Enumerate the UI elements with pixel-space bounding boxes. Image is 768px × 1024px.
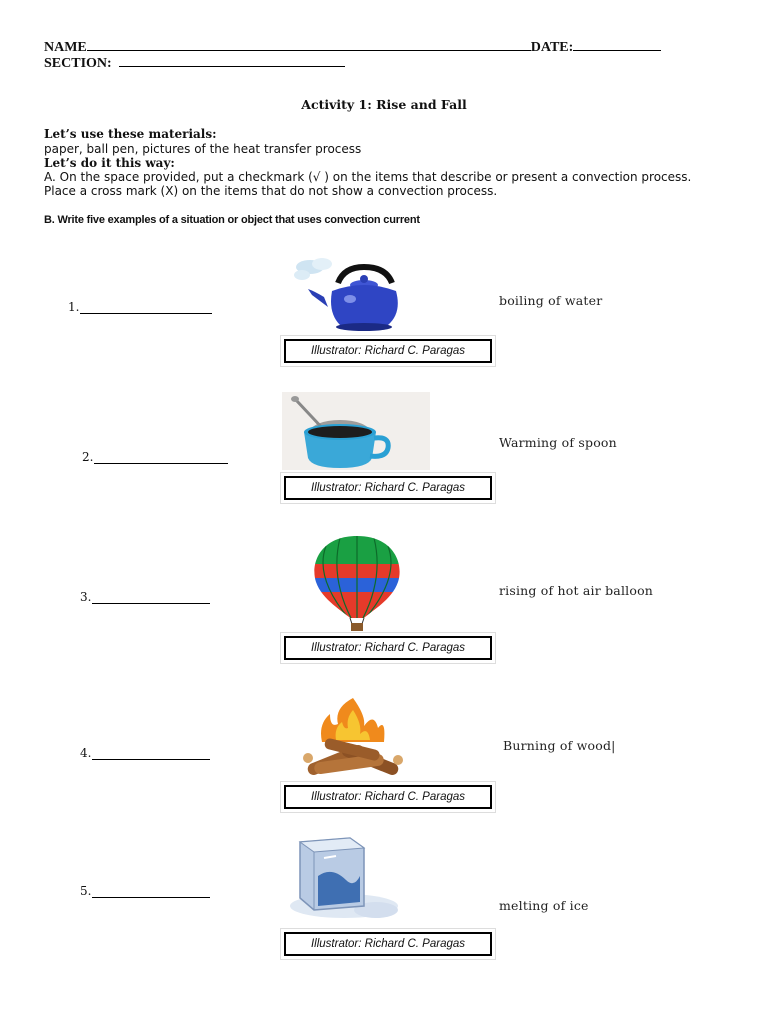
date-blank[interactable] [573,38,661,51]
campfire-icon [300,698,406,780]
item-1-credit: Illustrator: Richard C. Paragas [284,339,492,363]
item-4-credit: Illustrator: Richard C. Paragas [284,785,492,809]
materials-text: paper, ball pen, pictures of the heat transfer process [44,142,362,156]
item-5-credit: Illustrator: Richard C. Paragas [284,932,492,956]
procedure-heading: Let’s do it this way: [44,156,175,170]
kettle-icon [288,255,408,335]
item-2-answer [82,450,228,464]
item-2-answer-line[interactable] [94,453,228,464]
item-1-answer-line[interactable] [80,303,212,314]
item-2-credit: Illustrator: Richard C. Paragas [284,476,492,500]
item-2-number: 2. [82,450,94,464]
item-3-number: 3. [80,590,92,604]
item-3-answer-line[interactable] [92,593,210,604]
name-blank[interactable] [87,38,531,51]
item-4-answer [80,746,210,760]
activity-title: Activity 1: Rise and Fall [301,97,467,112]
section-label: SECTION: [44,56,112,71]
part-b-instructions: B. Write five examples of a situation or object that uses convection current [44,214,420,226]
item-1-description: boiling of water [499,293,603,308]
item-3-description: rising of hot air balloon [499,583,654,598]
section-row [44,54,345,72]
item-5-description: melting of ice [499,898,589,913]
item-1-number: 1. [68,300,80,314]
date-label: DATE: [530,40,574,55]
hot-air-balloon-icon [310,534,404,632]
materials-heading: Let’s use these materials: [44,127,217,141]
item-4-description: Burning of wood| [503,738,616,753]
section-blank[interactable] [119,54,345,67]
item-4-answer-line[interactable] [92,749,210,760]
item-5-number: 5. [80,884,92,898]
cup-with-spoon-icon [282,392,430,470]
item-1-answer [68,300,212,314]
item-3-credit: Illustrator: Richard C. Paragas [284,636,492,660]
item-5-answer [80,884,210,898]
melting-ice-icon [284,836,402,922]
item-3-answer [80,590,210,604]
name-label: NAME [44,40,87,55]
part-a-instructions: A. On the space provided, put a checkmark (√ ) on the items that describe or present a convection process. Place a cross mark (X) on the items that do not show a convection process. [44,170,692,198]
item-2-description: Warming of spoon [499,435,617,450]
item-5-answer-line[interactable] [92,887,210,898]
item-4-number: 4. [80,746,92,760]
